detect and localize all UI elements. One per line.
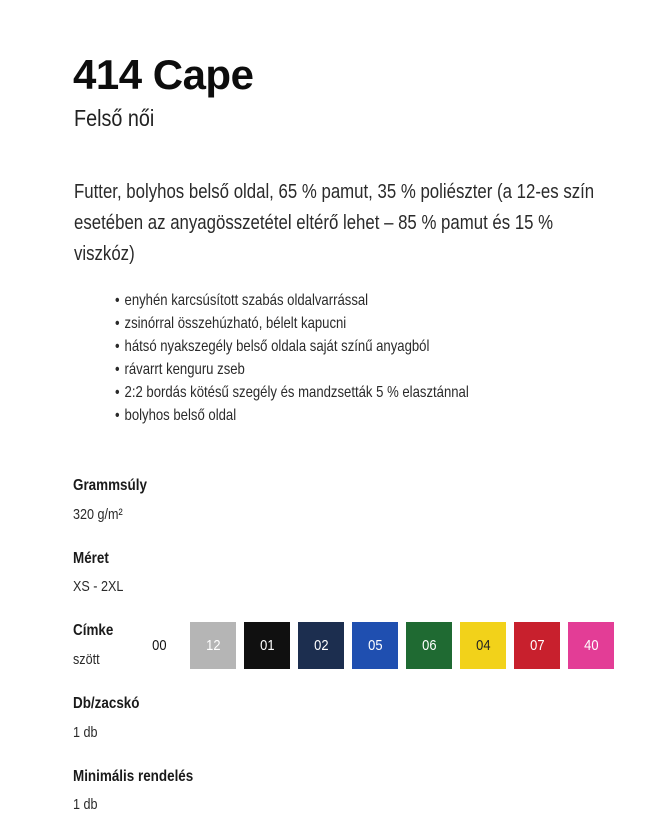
- feature-item: • enyhén karcsúsított szabás oldalvarrással: [115, 289, 492, 312]
- feature-item: • hátsó nyakszegély belső oldala saját színű anyagból: [115, 335, 492, 358]
- feature-item: • rávarrt kenguru zseb: [115, 358, 492, 381]
- color-swatch-00[interactable]: [136, 622, 182, 669]
- product-description: Futter, bolyhos belső oldal, 65 % pamut, 35 % poliészter (a 12-es szín esetében az anyagösszetétel eltérő lehet – 85 % pamut és 15 % viszkóz): [74, 181, 595, 265]
- color-code: 01: [259, 637, 275, 654]
- feature-item: • 2:2 bordás kötésű szegély és mandzsetták 5 % elasztánnal: [115, 381, 492, 404]
- color-swatch-04[interactable]: [460, 622, 506, 669]
- color-swatch-12[interactable]: [190, 622, 236, 669]
- per-bag-label: Db/zacskó: [73, 695, 140, 712]
- feature-item: • bolyhos belső oldal: [115, 404, 492, 427]
- feature-list: [115, 289, 492, 427]
- color-code: 05: [367, 637, 383, 654]
- color-code: 04: [475, 637, 491, 654]
- color-swatch-40[interactable]: [568, 622, 614, 669]
- color-swatch-02[interactable]: [298, 622, 344, 669]
- color-code: 07: [529, 637, 545, 654]
- tag-label: Címke: [73, 622, 114, 639]
- weight-label: Grammsúly: [73, 477, 147, 494]
- color-swatch-01[interactable]: [244, 622, 290, 669]
- min-order-label: Minimális rendelés: [73, 768, 194, 785]
- color-code: 06: [421, 637, 437, 654]
- color-swatches: [136, 622, 614, 669]
- product-title: 414 Cape: [73, 51, 254, 98]
- per-bag-value: 1 db: [73, 724, 98, 741]
- color-swatch-05[interactable]: [352, 622, 398, 669]
- size-label: Méret: [73, 550, 109, 567]
- size-value: XS - 2XL: [73, 578, 124, 595]
- color-code: 02: [313, 637, 329, 654]
- product-subtitle: Felső női: [74, 105, 155, 131]
- color-code: 40: [583, 637, 599, 654]
- min-order-value: 1 db: [73, 796, 98, 813]
- weight-value: 320 g/m²: [73, 506, 123, 523]
- color-code: 12: [205, 637, 221, 654]
- feature-item: • zsinórral összehúzható, bélelt kapucni: [115, 312, 492, 335]
- color-swatch-07[interactable]: [514, 622, 560, 669]
- tag-value: szött: [73, 651, 100, 668]
- color-swatch-06[interactable]: [406, 622, 452, 669]
- color-code: 00: [151, 637, 167, 654]
